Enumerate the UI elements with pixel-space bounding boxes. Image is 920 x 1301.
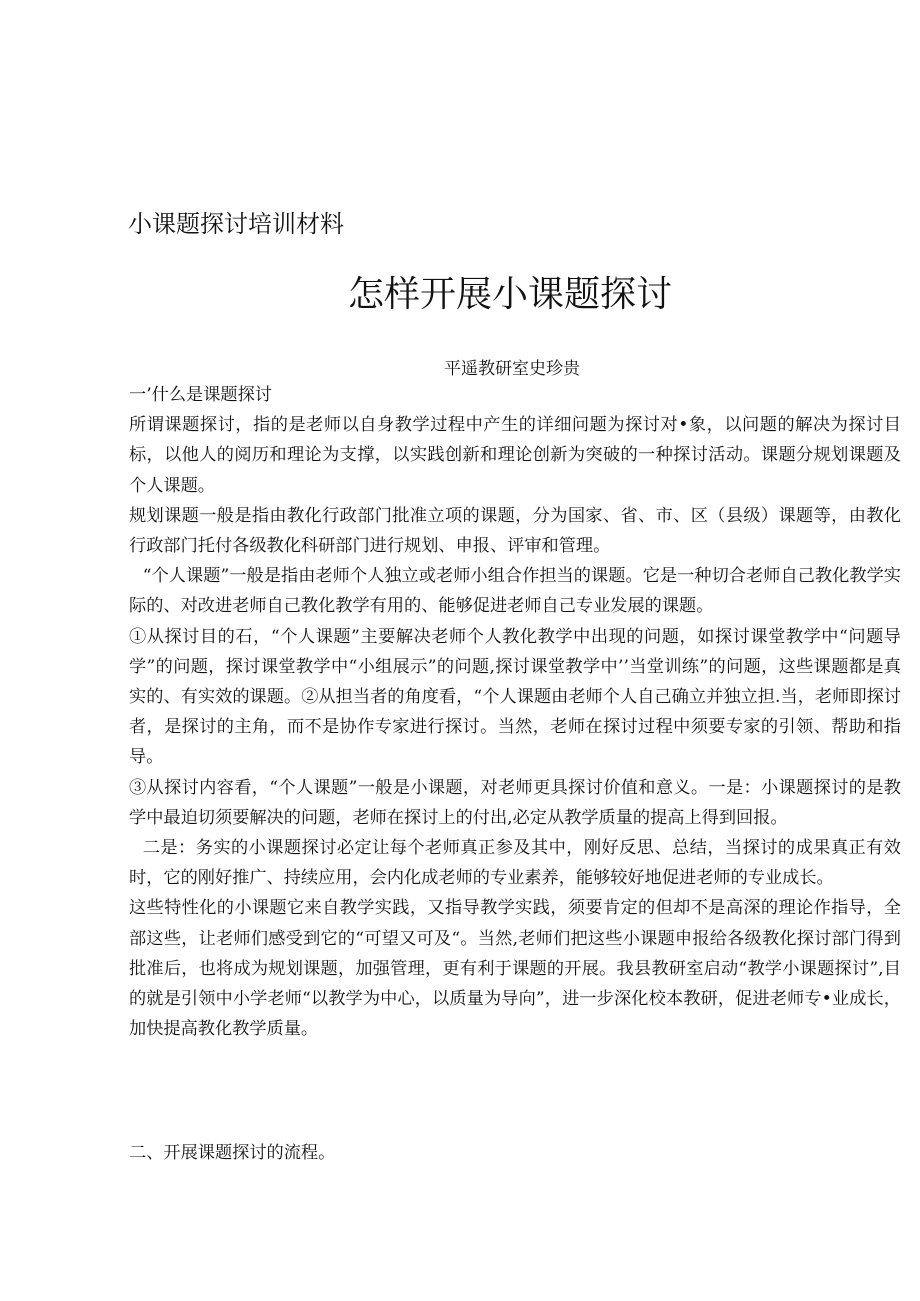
paragraph-personal-topics: “个人课题”一般是指由老师个人独立或老师小组合作担当的课题。它是一种切合老师自己教化教学实际的、对改进老师自己教化教学有用的、能够促进老师自己专业发展的课题。 xyxy=(129,566,901,617)
section-1-heading: 一’什么是课题探讨 xyxy=(129,385,272,405)
paragraph-definition: 所谓课题探讨，指的是老师以自身教学过程中产生的详细问题为探讨对•象，以问题的解决为探讨目标，以他人的阅历和理论为支撑，以实践创新和理论创新为突破的一种探讨活动。课题分规划课题及个人课题。 xyxy=(129,415,901,496)
document-author: 平遥教研室史珍贵 xyxy=(444,359,580,379)
paragraph-summary: 这些特性化的小课题它来自教学实践，又指导教学实践，须要肯定的但却不是高深的理论作指导，全部这些，让老师们感受到它的“可望又可及“。当然,老师们把这些小课题申报给各级教化探讨部门得到批准后，也将成为规划课题，加强管理，更有利于课题的开展。我县教研室启动“教学小课题探讨”,目的就是引领中小学老师“以教学为中心，以质量为导向”，进一步深化校本教研，促进老师专•业成长，加快提高教化教学质量。 xyxy=(129,898,901,1040)
paragraph-second-point: 二是：务实的小课题探讨必定让每个老师真正参及其中，刚好反思、总结，当探讨的成果真正有效时，它的刚好推广、持续应用，会内化成老师的专业素养，能够较好地促进老师的专业成长。 xyxy=(129,838,901,889)
document-body xyxy=(129,380,901,1044)
document-header-line: 小课题探讨培训材料 xyxy=(128,210,344,238)
paragraph-content: ③从探讨内容看，“个人课题”一般是小课题，对老师更具探讨价值和意义。一是：小课题探讨的是教学中最迫切须要解决的问题，老师在探讨上的付出,必定从教学质量的提高上得到回报。 xyxy=(129,777,901,828)
paragraph-purpose-and-role: ①从探讨目的石，“个人课题”主要解决老师个人教化教学中出现的问题，如探讨课堂教学中“问题导学”的问题，探讨课堂教学中“小组展示”的问题,探讨课堂教学中’’当堂训练”的问题，这些课题都是真实的、有实效的课题。②从担当者的角度看，“个人课题由老师个人自己确立并独立担.当，老师即探讨者，是探讨的主角，而不是协作专家进行探讨。当然，老师在探讨过程中须要专家的引领、帮助和指导。 xyxy=(129,626,901,768)
section-2-heading: 二、开展课题探讨的流程。 xyxy=(129,1143,336,1163)
paragraph-planned-topics: 规划课题一般是指由教化行政部门批准立项的课题，分为国家、省、市、区（县级）课题等，由教化行政部门托付各级教化科研部门进行规划、申报、评审和管理。 xyxy=(129,505,901,557)
document-title: 怎样开展小课题探讨 xyxy=(347,274,672,315)
